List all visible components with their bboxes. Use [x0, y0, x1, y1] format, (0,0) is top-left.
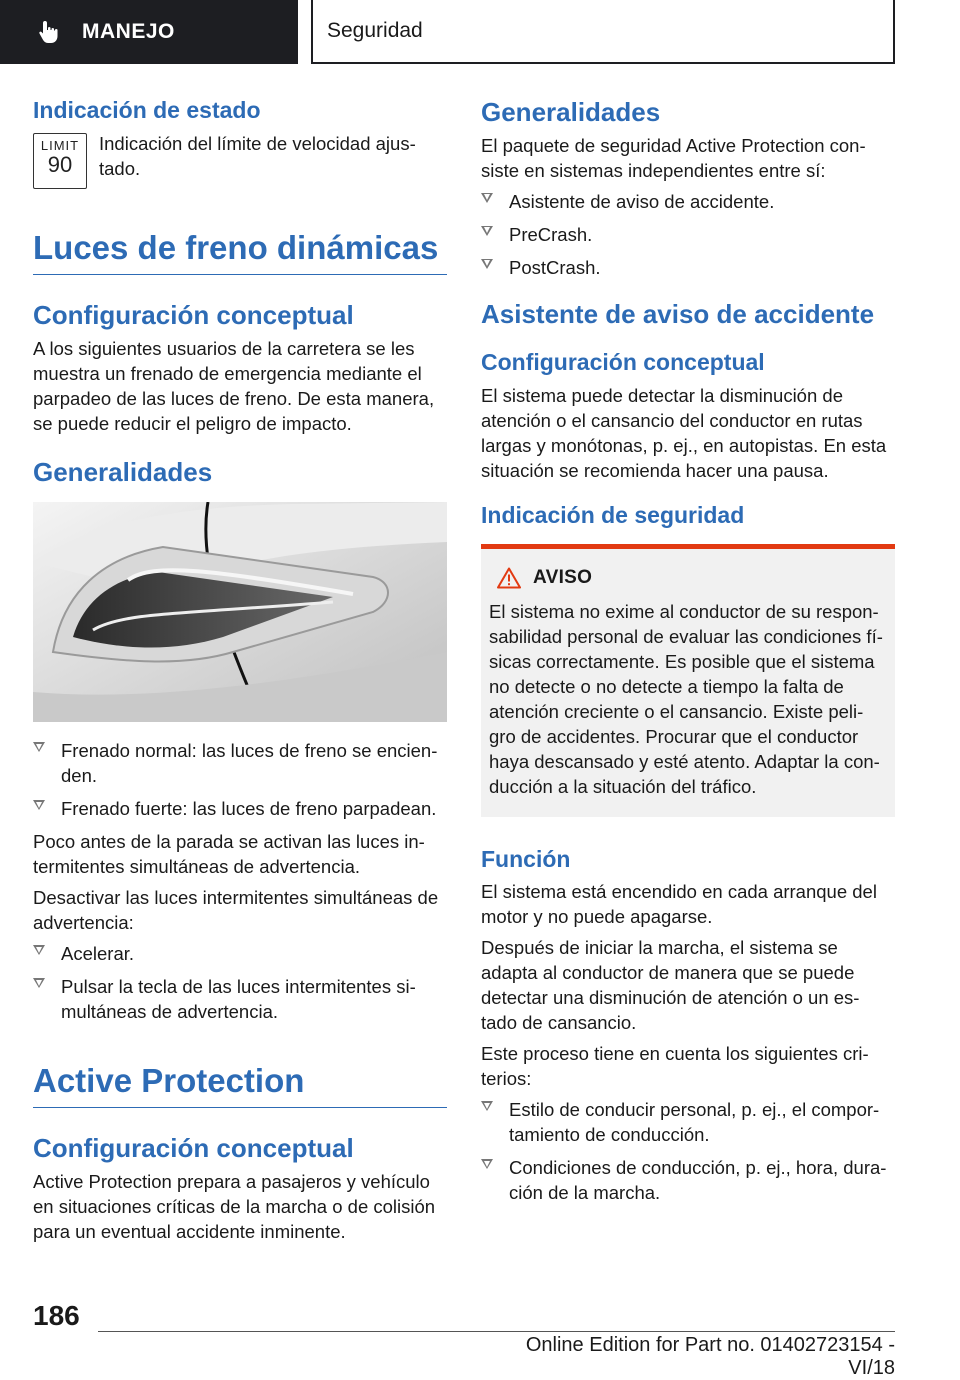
triangle-bullet-icon	[481, 1101, 493, 1111]
deactivate-list	[33, 941, 447, 1024]
speed-limit-label: LIMIT	[40, 137, 80, 153]
triangle-bullet-icon	[33, 742, 45, 752]
dyn-general-heading: Generalidades	[33, 456, 213, 487]
hazard-text: Poco antes de la parada se activan las luces in- termitentes simultáneas de advertencia.	[33, 831, 425, 877]
function-heading: Función	[481, 845, 571, 872]
tail-light-photo	[33, 502, 447, 722]
list-item: Frenado fuerte: las luces de freno parpadean.	[33, 796, 447, 821]
safety-heading: Indicación de seguridad	[481, 501, 745, 528]
triangle-bullet-icon	[481, 193, 493, 203]
list-item: PostCrash.	[481, 255, 895, 280]
section-tab	[311, 0, 895, 64]
warning-header	[489, 567, 887, 589]
status-heading: Indicación de estado	[33, 97, 261, 123]
ap-concept-text: Active Protection prepara a pasajeros y vehículo en situaciones críticas de la marcha o de colisión para un eventual accidente inminente.	[33, 1170, 436, 1242]
brake-behavior-list	[33, 738, 447, 821]
list-item: Asistente de aviso de accidente.	[481, 189, 895, 214]
function-text-3: Este proceso tiene en cuenta los siguientes cri- terios:	[481, 1043, 869, 1090]
dyn-concept-heading: Configuración conceptual	[33, 300, 354, 330]
triangle-bullet-icon	[481, 259, 493, 269]
speed-limit-icon	[33, 133, 87, 189]
warning-box	[481, 544, 895, 817]
triangle-bullet-icon	[481, 226, 493, 236]
triangle-bullet-icon	[33, 800, 45, 810]
hand-icon	[36, 18, 64, 46]
left-column	[33, 96, 447, 1250]
list-item: Estilo de conducir personal, p. ej., el compor- tamiento de conducción.	[481, 1097, 895, 1147]
page-number: 186	[33, 1300, 80, 1331]
status-indicator-row	[33, 131, 447, 189]
function-text-1: El sistema está encendido en cada arranque del motor y no puede apagarse.	[481, 881, 877, 928]
list-item: Frenado normal: las luces de freno se encien- den.	[33, 738, 447, 788]
dynamic-brake-lights-title: Luces de freno dinámicas	[33, 227, 447, 275]
list-item: Pulsar la tecla de las luces intermitentes si- multáneas de advertencia.	[33, 974, 447, 1024]
criteria-list	[481, 1097, 895, 1205]
speed-limit-number: 90	[47, 151, 73, 177]
active-protection-title: Active Protection	[33, 1060, 447, 1108]
triangle-bullet-icon	[33, 945, 45, 955]
footer-divider	[98, 1331, 895, 1332]
general-list	[481, 189, 895, 280]
function-text-2: Después de iniciar la marcha, el sistema se adapta al conductor de manera que se puede detectar una disminución de atención o un es- tado de cansancio.	[481, 937, 860, 1034]
status-text: Indicación del límite de velocidad ajus- tado.	[99, 132, 416, 179]
assist-concept-text: El sistema puede detectar la disminución de atención o el cansancio del conductor en rutas largas y monótonas, p. ej., en autopistas. En esta situación se recomienda hacer una pausa.	[481, 384, 887, 481]
ap-concept-heading: Configuración conceptual	[33, 1133, 354, 1164]
dyn-concept-text: A los siguientes usuarios de la carretera se les muestra un frenado de emergencia mediante el parpadeo de las luces de freno. De esta manera, se puede reducir el peligro de impacto.	[33, 337, 435, 434]
warning-text: El sistema no exime al conductor de su respon- sabilidad personal de evaluar las condiciones fí- sicas correctamente. Es posible que el sistema no detecte o no detecte a tiempo la falta de atención creciente o el cansancio. Existe peli- gro de accidentes. Procurar que el conductor haya descansado y esté atento. Adaptar la con- ducción a la situación del tráfico.	[489, 600, 883, 797]
general-heading: Generalidades	[481, 97, 661, 127]
footer-edition: Online Edition for Part no. 01402723154 - VI/18	[525, 1334, 895, 1379]
right-column	[481, 96, 895, 1213]
chapter-title: MANEJO	[82, 20, 175, 43]
assist-concept-heading: Configuración conceptual	[481, 349, 765, 375]
chapter-tab	[0, 0, 298, 64]
assist-heading: Asistente de aviso de accidente	[481, 298, 875, 329]
warning-title: AVISO	[533, 566, 593, 588]
list-item: Condiciones de conducción, p. ej., hora, dura- ción de la marcha.	[481, 1155, 895, 1205]
list-item: PreCrash.	[481, 222, 895, 247]
section-title: Seguridad	[327, 19, 423, 42]
warning-triangle-icon	[497, 567, 521, 589]
general-text: El paquete de seguridad Active Protection con- siste en sistemas independientes entre sí:	[481, 134, 866, 181]
deactivate-text: Desactivar las luces intermitentes simultáneas de advertencia:	[33, 887, 439, 933]
triangle-bullet-icon	[481, 1159, 493, 1169]
list-item: Acelerar.	[33, 941, 447, 966]
triangle-bullet-icon	[33, 978, 45, 988]
